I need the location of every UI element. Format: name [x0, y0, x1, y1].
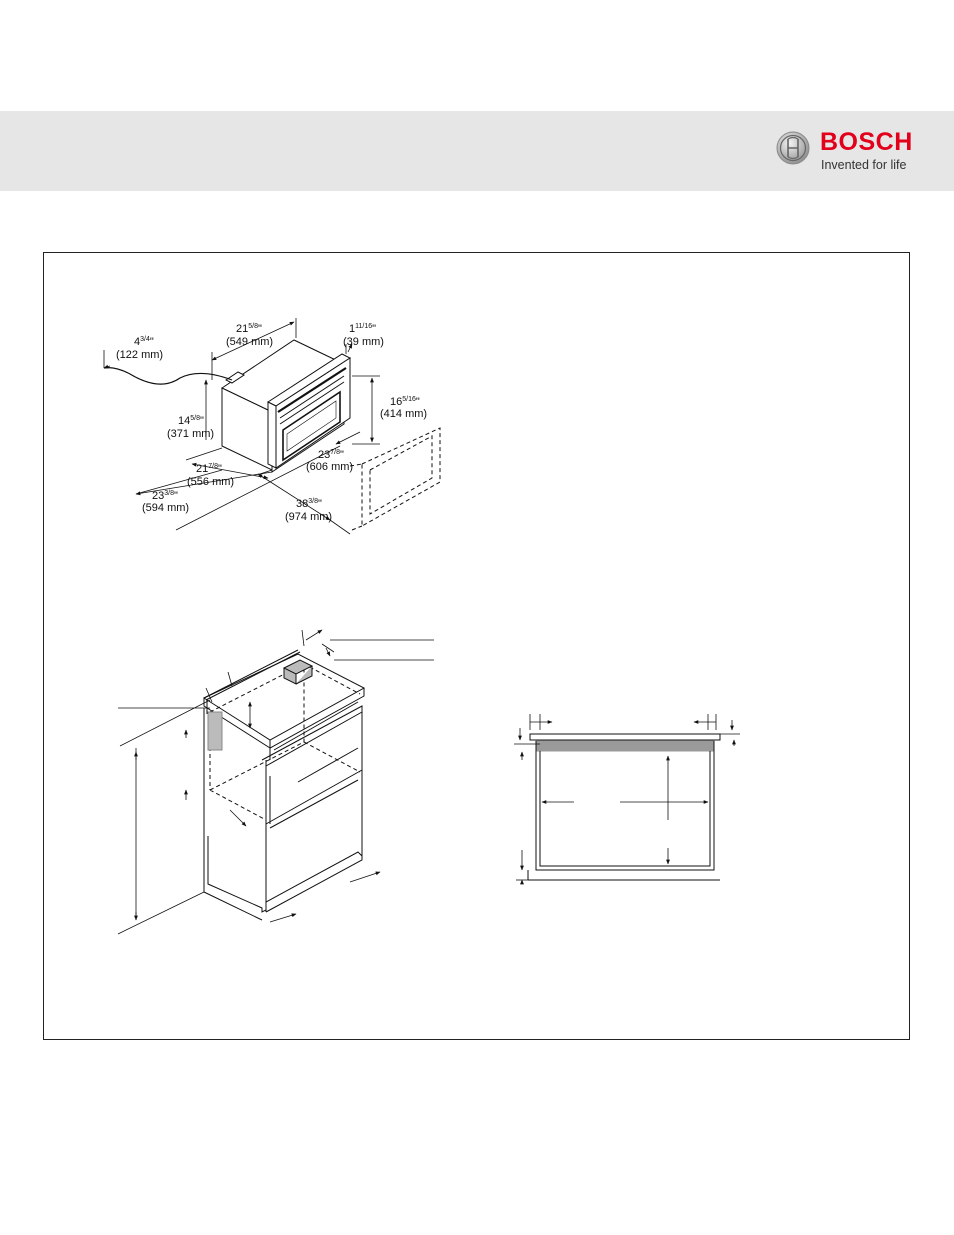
dim-door: $1^{11/16}$": [349, 323, 377, 335]
door-open-outline: [350, 428, 440, 530]
dim-depth-door-open: $38^{3/8}$": [296, 498, 322, 510]
dim-depth-total-mm: (594 mm): [142, 502, 190, 514]
brand-tagline: Invented for life: [821, 158, 907, 172]
dim-width-front-mm: (606 mm): [306, 461, 354, 473]
dim-cord: $4^{3/4}$": [134, 336, 154, 348]
dim-depth-body: $21^{7/8}$": [196, 463, 222, 475]
cabinet-isometric-drawing: [118, 630, 434, 934]
dim-cord-mm: (122 mm): [116, 349, 164, 361]
dim-width-mm: (549 mm): [226, 336, 274, 348]
dim-door-mm: (39 mm): [343, 336, 384, 348]
dim-depth-total: $23^{3/8}$": [152, 490, 178, 502]
brand-name: BOSCH: [820, 128, 913, 156]
dim-width-front: $23^{7/8}$": [318, 449, 344, 461]
front-view-cutout: [514, 714, 740, 884]
dim-depth-door-open-mm: (974 mm): [285, 511, 333, 523]
dim-height-left-mm: (371 mm): [167, 428, 215, 440]
dim-height-left: $14^{5/8}$": [178, 415, 204, 427]
power-cord: [104, 368, 232, 385]
dim-height-right: $16^{5/16}$": [390, 396, 420, 408]
dim-depth-body-mm: (556 mm): [187, 476, 235, 488]
dim-width: $21^{5/8}$": [236, 323, 262, 335]
dim-height-right-mm: (414 mm): [380, 408, 428, 420]
